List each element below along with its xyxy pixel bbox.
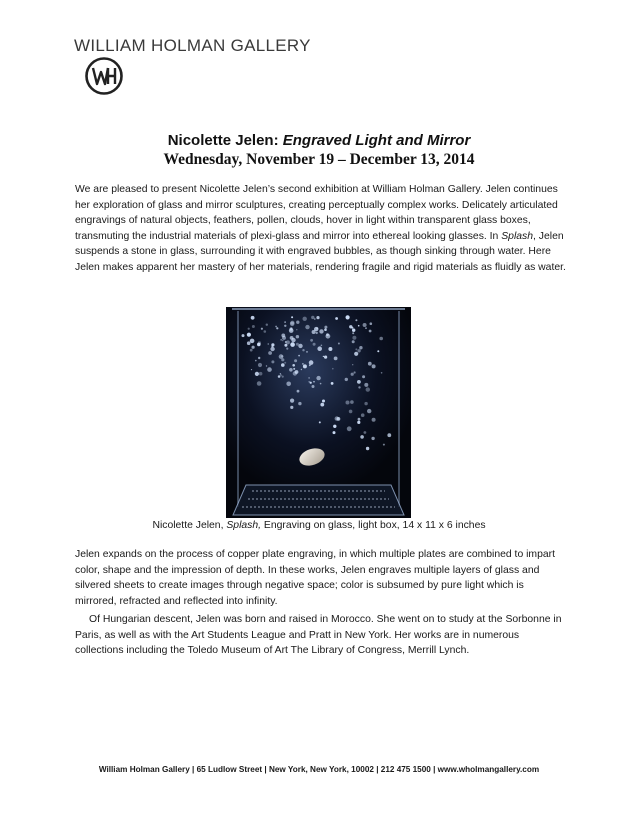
bubble <box>255 360 257 362</box>
bubble <box>302 363 304 365</box>
bubble <box>362 375 365 378</box>
bubble <box>294 359 297 362</box>
bubble <box>267 367 272 372</box>
bubble <box>280 374 282 376</box>
bubble <box>311 316 314 319</box>
intro-part1: We are pleased to present Nicolette Jelen’s second exhibition at William Holman Gallery. Jelen continues her exploration of glass and mirror sculptures, creating perceptually complex works. Delicately articulated engravings of natural objects, feathers, pollen, clouds, hover in light within transparent glass boxes, transmuting the industrial materials of plexi-glass and mirror into ethereal looking glasses. In <box>75 184 558 242</box>
bubble <box>338 343 340 345</box>
bubble <box>276 327 278 329</box>
bubble <box>352 332 354 334</box>
bubble <box>365 327 367 329</box>
bubble <box>296 329 297 330</box>
bubble <box>250 349 253 352</box>
bubble <box>306 351 308 353</box>
bubble <box>303 364 307 368</box>
bubble <box>324 356 327 359</box>
bubble <box>313 343 316 346</box>
bubble <box>314 318 316 320</box>
bubble <box>352 364 353 365</box>
bubble <box>366 447 369 450</box>
footer-contact: William Holman Gallery | 65 Ludlow Street | New York, New York, 10002 | 212 475 1500 | www.wholmangallery.com <box>98 765 540 774</box>
bubble <box>282 340 283 341</box>
bubble <box>351 373 354 376</box>
bubble <box>284 325 286 327</box>
bubble <box>316 332 318 334</box>
bubble <box>352 329 355 332</box>
bubble <box>346 401 350 405</box>
bubble <box>357 349 360 352</box>
bubble <box>292 364 295 367</box>
bubble <box>360 435 364 439</box>
bubble <box>296 321 299 324</box>
bubble <box>281 339 282 340</box>
bubble <box>372 418 376 422</box>
title-artist: Nicolette Jelen: <box>167 132 283 149</box>
bubble <box>352 336 356 340</box>
bubble <box>281 363 285 367</box>
bubble <box>251 316 255 320</box>
bubble <box>291 328 292 329</box>
bubble <box>363 323 367 327</box>
bubble <box>268 351 272 355</box>
bubble <box>242 334 245 337</box>
bubble <box>354 352 358 356</box>
bubble <box>264 330 267 333</box>
bubble <box>320 403 324 407</box>
bubble <box>359 346 362 349</box>
bubble <box>255 372 259 376</box>
bubble <box>357 380 361 384</box>
bubble <box>322 400 325 403</box>
bubble <box>316 376 320 380</box>
bubble <box>305 325 309 329</box>
bubble <box>247 333 251 337</box>
bubble <box>291 316 293 318</box>
bubble <box>278 375 281 378</box>
engraved-glass-lightbox-artwork <box>226 307 411 518</box>
bubble <box>312 330 316 334</box>
bubble <box>324 326 327 329</box>
bubble <box>281 358 284 361</box>
bubble <box>308 377 310 379</box>
bubble <box>282 376 284 378</box>
bubble <box>319 329 323 333</box>
title-exhibition: Engraved Light and Mirror <box>282 132 471 149</box>
bubble <box>349 410 353 414</box>
intro-paragraph <box>75 182 567 276</box>
bubble <box>290 342 295 347</box>
bubble <box>252 325 255 328</box>
bubble <box>352 340 355 343</box>
bubble <box>361 413 365 417</box>
bubble <box>345 378 348 381</box>
biography-paragraph: Of Hungarian descent, Jelen was born and raised in Morocco. She went on to study at the Sorbonne in Paris, as well as with the Art Students League and Pratt in New York. Her works are in numerous collections including the Toledo Museum of Art The Library of Congress, Merrill Lynch. <box>75 614 562 657</box>
bubble <box>271 360 274 363</box>
bubble <box>332 368 334 370</box>
artwork-caption <box>0 520 638 531</box>
bubble <box>349 325 352 328</box>
bubble <box>369 330 372 333</box>
process-paragraph: Jelen expands on the process of copper plate engraving, in which multiple plates are combined to impart color, shape and the impression of depth. In these works, Jelen engraves multiple layers of glass and silvered sheets to create images through negative space; color is subsumed by pure light which is mirrored, refracted and reflected into infinity. <box>75 549 555 607</box>
bubble <box>328 347 332 351</box>
bubble <box>303 317 307 321</box>
bubble <box>358 418 361 421</box>
bubble <box>297 390 300 393</box>
bubble <box>247 341 251 345</box>
bubble <box>308 381 310 383</box>
bubble <box>333 425 336 428</box>
bubble <box>319 421 321 423</box>
bubble <box>298 402 301 405</box>
bubble <box>275 326 277 328</box>
bubble <box>366 387 370 391</box>
bubble <box>381 372 383 374</box>
bubble <box>350 400 354 404</box>
bubble <box>258 341 261 344</box>
wh-monogram-logo-icon <box>84 56 124 96</box>
bubble <box>364 431 367 434</box>
bubble <box>270 347 274 351</box>
bubble <box>371 437 374 440</box>
bubble <box>368 362 372 366</box>
bubble <box>261 328 263 330</box>
bubble <box>346 315 350 319</box>
bubble <box>279 354 284 359</box>
bubble <box>364 383 368 387</box>
bubble <box>259 372 263 376</box>
caption-details: Engraving on glass, light box, 14 x 11 x 6 inches <box>261 520 486 531</box>
bubble <box>298 344 302 348</box>
bubble <box>258 363 262 367</box>
exhibition-title <box>0 132 638 149</box>
bubble <box>252 346 255 349</box>
bubble <box>290 406 293 409</box>
bubble <box>286 348 288 350</box>
bubble <box>347 426 352 431</box>
gallery-name: WILLIAM HOLMAN GALLERY <box>74 36 311 55</box>
bubble <box>268 343 269 344</box>
bubble <box>355 319 357 321</box>
bubble <box>331 382 334 385</box>
intro-italic-title: Splash <box>501 230 534 242</box>
bubble <box>290 321 294 325</box>
bubble <box>293 371 297 375</box>
bubble <box>379 337 383 341</box>
bubble <box>312 385 315 388</box>
bubble <box>358 386 360 388</box>
bubble <box>298 355 300 357</box>
bubble <box>313 381 315 383</box>
bubble <box>377 350 379 352</box>
bubble <box>286 340 290 344</box>
bubble <box>282 336 286 340</box>
bubble <box>266 324 268 326</box>
bubble <box>284 362 286 364</box>
bubble <box>354 371 356 373</box>
bubble <box>290 336 294 340</box>
bubble <box>324 328 327 331</box>
bubble <box>284 321 286 323</box>
bubble <box>250 339 255 344</box>
bubble <box>316 316 319 319</box>
bubble <box>289 328 294 333</box>
bubble <box>284 344 287 347</box>
bubble <box>372 364 376 368</box>
bubble <box>321 345 323 347</box>
bubble <box>358 325 360 327</box>
exhibition-dates: Wednesday, November 19 – December 13, 2014 <box>163 151 475 168</box>
bubble <box>286 382 291 387</box>
bubble <box>357 421 360 424</box>
bubble <box>383 444 385 446</box>
bubble <box>290 399 294 403</box>
bubble <box>266 365 267 366</box>
bubble <box>309 360 314 365</box>
bubble <box>258 357 260 359</box>
bubble <box>257 381 262 386</box>
bubble <box>320 383 322 385</box>
bubble <box>301 369 302 370</box>
bubble <box>387 433 391 437</box>
bubble <box>296 335 299 338</box>
bubble <box>333 431 336 434</box>
bubble <box>326 334 331 339</box>
bubble <box>337 417 341 421</box>
bubble <box>317 346 322 351</box>
bubble <box>323 356 324 357</box>
bubble <box>367 409 371 413</box>
intro-part2: , Jelen suspends a stone in glass, surrounding it with engraved bubbles, as though sinking through water. Here Jelen makes apparent her mastery of her materials, rendering fragile and rigid materials as fluidly as water. <box>75 230 566 273</box>
bubble <box>293 368 295 370</box>
bubble <box>334 357 338 361</box>
bubble <box>251 369 252 370</box>
bubble <box>302 349 304 351</box>
bubble <box>289 368 293 372</box>
bubble <box>248 328 250 330</box>
caption-title: Splash, <box>226 520 262 531</box>
caption-artist: Nicolette Jelen, <box>152 520 227 531</box>
bubble <box>364 402 367 405</box>
bubble <box>335 317 338 320</box>
bubble <box>355 348 357 350</box>
bubble <box>310 339 313 342</box>
bubble <box>370 322 373 325</box>
